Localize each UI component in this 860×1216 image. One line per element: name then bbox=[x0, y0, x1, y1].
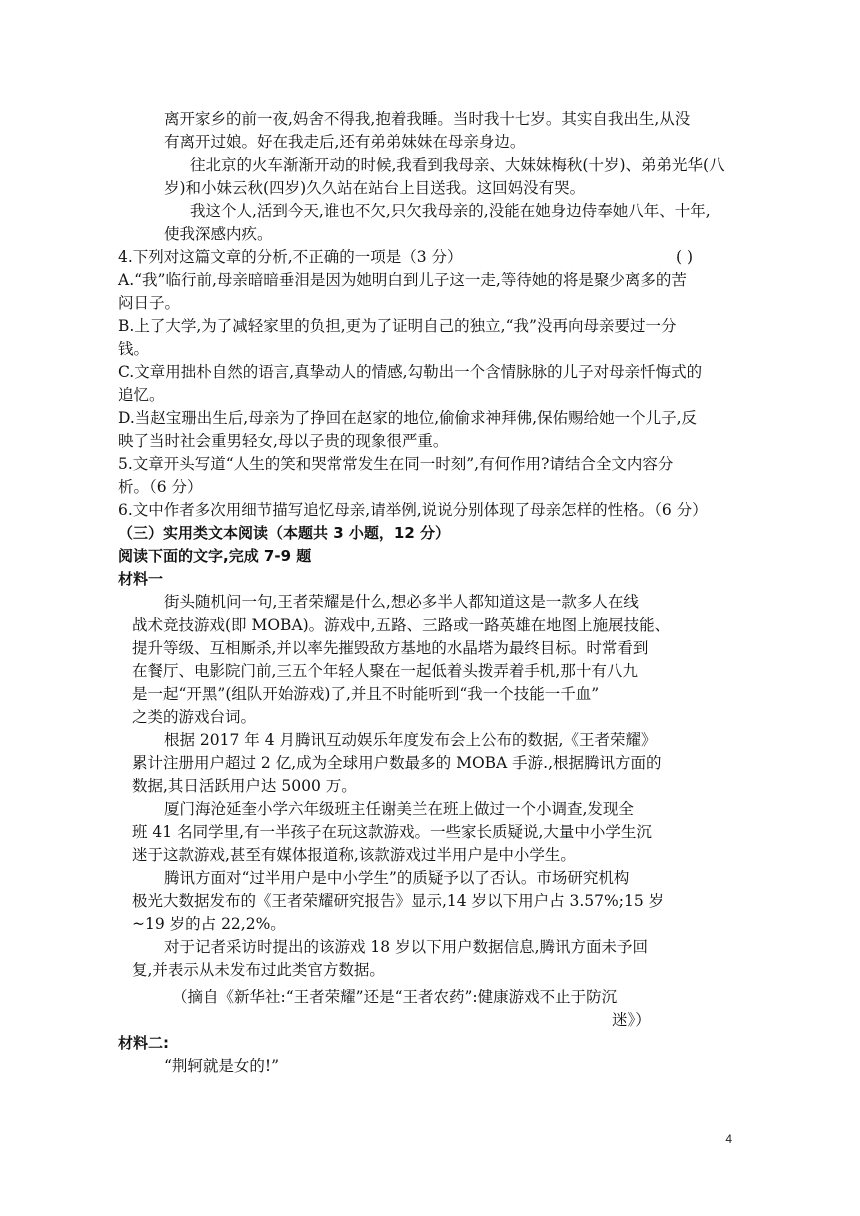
option-a: A.“我”临行前,母亲暗暗垂泪是因为她明白到儿子这一走,等待她的将是聚少离多的苦 bbox=[118, 271, 687, 289]
section-heading: （三）实用类文本阅读（本题共 3 小题，12 分） bbox=[118, 524, 450, 542]
material-line: 街头随机问一句,王者荣耀是什么,想必多半人都知道这是一款多人在线 bbox=[164, 593, 639, 611]
source-citation: （摘自《新华社:“王者荣耀”还是“王者农药”:健康游戏不止于防沉 bbox=[172, 988, 618, 1006]
passage-line: 岁)和小妹云秋(四岁)久久站在站台上目送我。这回妈没有哭。 bbox=[164, 179, 586, 197]
passage-line: 离开家乡的前一夜,妈舍不得我,抱着我睡。当时我十七岁。其实自我出生,从没 bbox=[164, 110, 691, 128]
option-c: C.文章用拙朴自然的语言,真挚动人的情感,勾勒出一个含情脉脉的儿子对母亲忏悔式的 bbox=[118, 363, 703, 381]
question-5-cont: 析。（6 分） bbox=[118, 478, 203, 496]
source-citation-cont: 迷》） bbox=[612, 1011, 651, 1029]
material-line: 战术竞技游戏(即 MOBA)。游戏中,五路、三路或一路英雄在地图上施展技能、 bbox=[132, 616, 671, 634]
material-line: 复,并表示从未发布过此类官方数据。 bbox=[132, 961, 385, 979]
material-line: 对于记者采访时提出的该游戏 18 岁以下用户数据信息,腾讯方面未予回 bbox=[164, 938, 649, 956]
option-c-cont: 追忆。 bbox=[118, 386, 165, 404]
option-b-cont: 钱。 bbox=[118, 340, 150, 358]
material-2-title: 材料二: bbox=[118, 1034, 169, 1052]
material-line: 腾讯方面对“过半用户是中小学生”的质疑予以了否认。市场研究机构 bbox=[164, 869, 630, 887]
section-instruction: 阅读下面的文字,完成 7-9 题 bbox=[118, 547, 312, 565]
material-line: 厦门海沧延奎小学六年级班主任谢美兰在班上做过一个小调查,发现全 bbox=[164, 800, 634, 818]
answer-bracket: ( ) bbox=[676, 248, 694, 266]
material-line: 提升等级、互相厮杀,并以率先摧毁敌方基地的水晶塔为最终目标。时常看到 bbox=[132, 639, 649, 657]
page-number: 4 bbox=[725, 1132, 732, 1146]
passage-line: 往北京的火车渐渐开动的时候,我看到我母亲、大妹妹梅秋(十岁)、弟弟光华(八 bbox=[190, 156, 725, 174]
option-d: D.当赵宝珊出生后,母亲为了挣回在赵家的地位,偷偷求神拜佛,保佑赐给她一个儿子,反 bbox=[118, 409, 698, 427]
passage-line: 我这个人,活到今天,谁也不欠,只欠我母亲的,没能在她身边侍奉她八年、十年, bbox=[190, 202, 711, 220]
material-line: ~19 岁的占 22,2%。 bbox=[132, 915, 286, 933]
material-line: 极光大数据发布的《王者荣耀研究报告》显示,14 岁以下用户占 3.57%;15 岁 bbox=[132, 892, 665, 910]
material-line: 是一起“开黑”(组队开始游戏)了,并且不时能听到“我一个技能一千血” bbox=[132, 685, 600, 703]
material-2-quote: “荆轲就是女的!” bbox=[164, 1057, 280, 1075]
material-line: 迷于这款游戏,甚至有媒体报道称,该款游戏过半用户是中小学生。 bbox=[132, 846, 576, 864]
material-line: 之类的游戏台词。 bbox=[132, 708, 257, 726]
option-a-cont: 闷日子。 bbox=[118, 294, 181, 312]
question-6: 6.文中作者多次用细节描写追忆母亲,请举例,说说分别体现了母亲怎样的性格。（6 分） bbox=[118, 501, 708, 519]
question-5: 5.文章开头写道“人生的笑和哭常常发生在同一时刻”,有何作用?请结合全文内容分 bbox=[118, 455, 674, 473]
passage-line: 使我深感内疚。 bbox=[164, 225, 273, 243]
material-1-title: 材料一 bbox=[118, 570, 164, 588]
material-line: 数据,其日活跃用户达 5000 万。 bbox=[132, 777, 357, 795]
option-d-cont: 映了当时社会重男轻女,母以子贵的现象很严重。 bbox=[118, 432, 449, 450]
material-line: 根据 2017 年 4 月腾讯互动娱乐年度发布会上公布的数据,《王者荣耀》 bbox=[164, 731, 657, 749]
passage-line: 有离开过娘。好在我走后,还有弟弟妹妹在母亲身边。 bbox=[164, 133, 526, 151]
material-line: 班 41 名同学里,有一半孩子在玩这款游戏。一些家长质疑说,大量中小学生沉 bbox=[132, 823, 652, 841]
question-4: 4.下列对这篇文章的分析,不正确的一项是（3 分） bbox=[118, 248, 463, 266]
option-b: B.上了大学,为了减轻家里的负担,更为了证明自己的独立,“我”没再向母亲要过一分 bbox=[118, 317, 677, 335]
material-line: 累计注册用户超过 2 亿,成为全球用户数最多的 MOBA 手游.,根据腾讯方面的 bbox=[132, 754, 662, 772]
material-line: 在餐厅、电影院门前,三五个年轻人聚在一起低着头拨弄着手机,那十有八九 bbox=[132, 662, 638, 680]
